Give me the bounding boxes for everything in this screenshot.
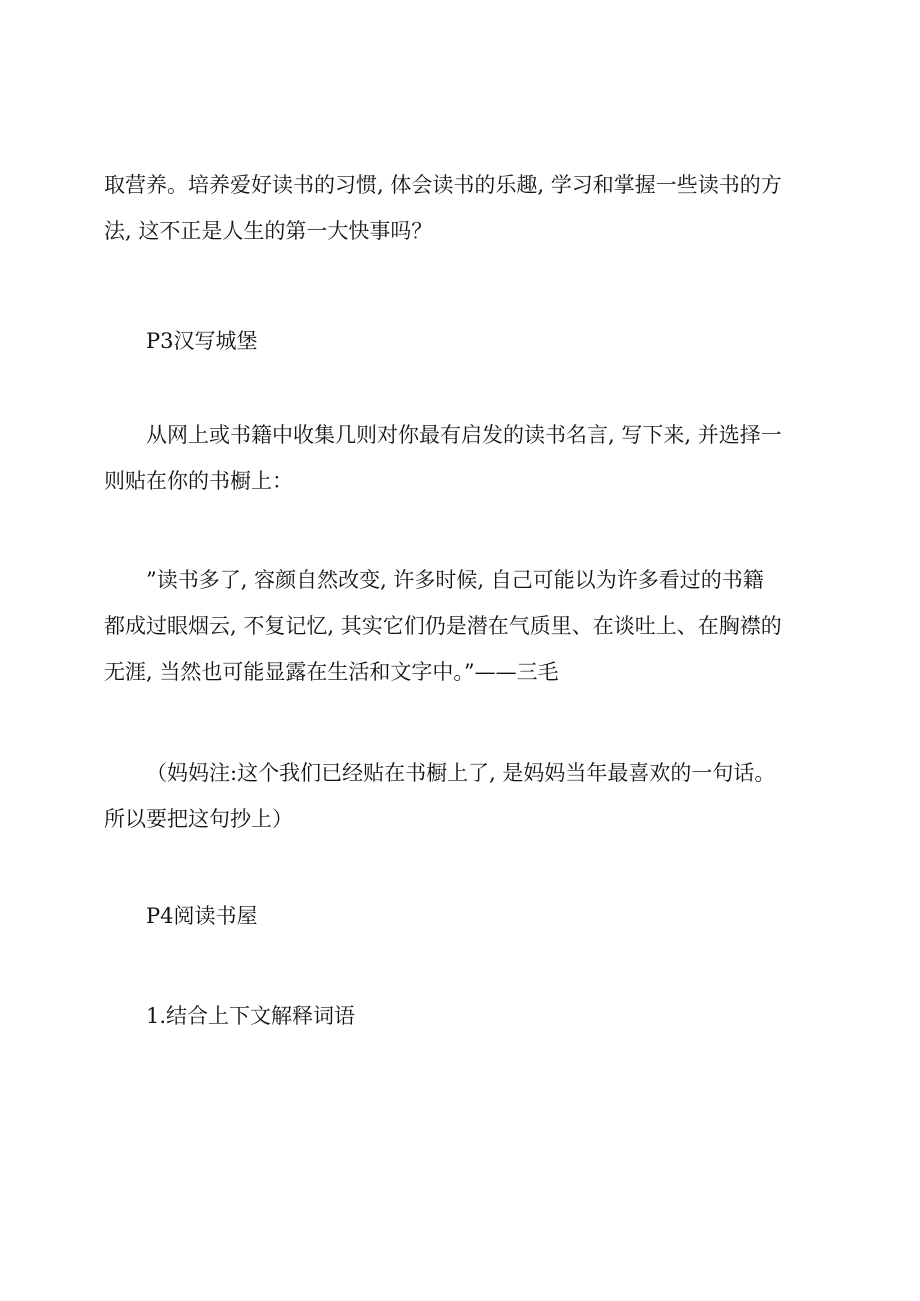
text-line: ”读书多了, 容颜自然改变, 许多时候, 自己可能以为许多看过的书籍 xyxy=(146,568,764,592)
text-line: 从网上或书籍中收集几则对你最有启发的读书名言, 写下来, 并选择一 xyxy=(146,423,782,447)
text-line: 无涯, 当然也可能显露在生活和文字中。”——三毛 xyxy=(104,660,559,684)
text-line: 都成过眼烟云, 不复记忆, 其实它们仍是潜在气质里、在谈吐上、在胸襟的 xyxy=(104,614,782,638)
text-line: 取营养。培养爱好读书的习惯, 体会读书的乐趣, 学习和掌握一些读书的方 xyxy=(104,173,782,197)
text-line: 则贴在你的书橱上： xyxy=(104,469,293,493)
paragraph-quote xyxy=(104,557,816,695)
text-line: （妈妈注:这个我们已经贴在书橱上了, 是妈妈当年最喜欢的一句话。 xyxy=(146,761,776,785)
paragraph-intro xyxy=(104,162,816,254)
text-line: 所以要把这句抄上） xyxy=(104,807,293,831)
paragraph-note xyxy=(104,750,816,842)
section-heading-p3: P3汉写城堡 xyxy=(146,329,258,353)
section-heading-p4: P4阅读书屋 xyxy=(146,904,258,928)
text-line: 法, 这不正是人生的第一大快事吗？ xyxy=(104,219,433,243)
paragraph-task xyxy=(104,412,816,504)
list-item-1: 1.结合上下文解释词语 xyxy=(146,1004,356,1028)
